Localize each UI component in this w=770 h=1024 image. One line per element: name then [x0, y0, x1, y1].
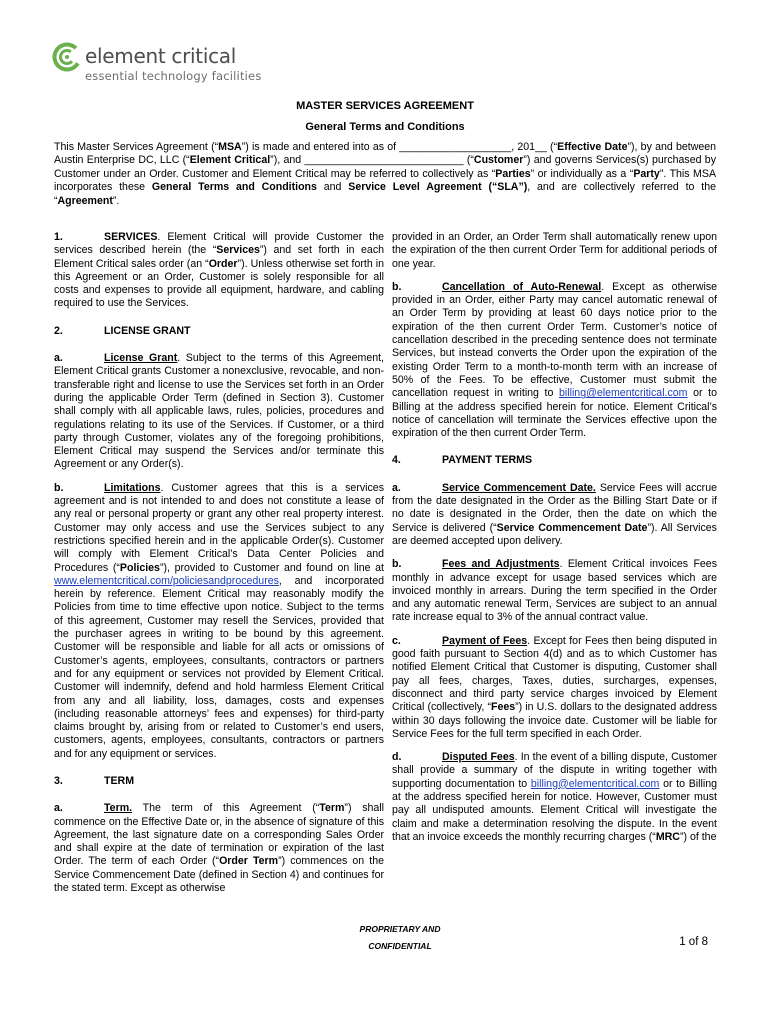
section-4c-payment-of-fees: c. Payment of Fees. Except for Fees then being disputed in good faith pursuant to Section 4(d) and as to which Customer has notified Element Critical that Customer is disputing, Customer shall pay all fees, charges, Taxes, duties, surcharges, expenses, disconnect and third party service charges invoiced by Element Critical (collectively, “Fees”) in U.S. dollars to the designated address within 30 days following the invoice date. Customer will be liable for Service Fees for the full term specified in each Order. [392, 634, 717, 740]
document-subtitle: General Terms and Conditions [305, 121, 465, 133]
right-column [392, 231, 717, 854]
section-4a-service-commencement: a. Service Commencement Date. Service Fees will accrue from the date designated in the Order as the Billing Start Date or if no date is designated in the Order, then the date on which the Service is delivered (“Service Commencement Date”). All Services are deemed accepted upon delivery. [392, 481, 717, 547]
page-number: 1 of 8 [679, 936, 708, 948]
section-3-heading: 3. TERM [54, 774, 135, 787]
section-3a-term-continued: provided in an Order, an Order Term shall automatically renew upon the expiration of the then current Order Term for additional periods of one year. [392, 231, 717, 270]
section-3b-cancellation: b. Cancellation of Auto-Renewal. Except as otherwise provided in an Order, either Party may cancel automatic renewal of an Order Term by providing at least 60 days notice prior to the expiration of the then current Order Term. Customer’s notice of cancellation described in the preceding sentence does not terminate Services, but instead converts the Order upon the expiration of the existing Order Term to a month-to-month term with an increase of 50% of the Fees. To be effective, Customer must submit the cancellation request in writing to billing@elementcritical.com or to Billing at the address specified herein for notice. Element Critical’s notice of cancellation will terminate the Services effective upon the expiration of the then current Order Term. [392, 280, 718, 440]
section-2b-limitations: b. Limitations. Customer agrees that this is a services agreement and is not intended to and does not constitute a lease of any real or personal property or grant any other real property interest. Customer may only access and use the Services subject to any restrictions specified herein and in the applicable Order(s). Customer will comply with Element Critical’s Data Center Policies and Procedures (“Policies”), provided to Customer and found on line at www.elementcritical.com/policiesandprocedures, and incorporated herein by reference. Element Critical may reasonably modify the Policies from time to time effective upon notice. Subject to the terms of this agreement, Customer may resell the Services, provided that the purchaser agrees in writing to be bound by this agreement. Customer will be responsible and liable for all acts or omissions of Customer’s agents, employees, consultants, contractors or partners and for any equipment or services not provided by Element Critical. Customer will indemnify, defend and hold harmless Element Critical from any and all liability, loss, damages, costs and expenses (including reasonable attorneys’ fees and expenses) for third-party claims brought by, arising from or related to Customer’s end users, customers, agents, employees, consultants, contractors or partners and for any equipment or services. [54, 481, 384, 760]
confidential-footer: PROPRIETARY AND CONFIDENTIAL [359, 924, 441, 951]
element-critical-logo-icon [52, 42, 82, 72]
section-4b-fees-adjustments: b. Fees and Adjustments. Element Critical invoices Fees monthly in advance except for usage based services which are invoiced monthly in arrears. During the term specified in the Order and any automatic renewal Term, Services are subject to an annual rate increase equal to 3% of the annual contract value. [392, 558, 717, 624]
section-4d-disputed-fees: d. Disputed Fees. In the event of a billing dispute, Customer shall provide a summary of the dispute in writing together with supporting documentation to billing@elementcritical.com or to Billing at the address specified herein for notice. However, Customer must pay all undisputed amounts. Element Critical will investigate the claim and make a determination resolving the dispute. In the event that an invoice exceeds the monthly recurring charges (“MRC”) of the [392, 751, 717, 843]
section-4-heading: 4. PAYMENT TERMS [392, 454, 533, 467]
billing-email-link[interactable]: billing@elementcritical.com [559, 387, 688, 400]
intro-paragraph: This Master Services Agreement (“MSA”) is made and entered into as of ___________________, 201__ (“Effective Date”), by and between Austin Enterprise DC, LLC (“Element Critical”), and ___________________________ (“Customer”) and governs Services(s) purchased by Customer under an Order. Customer and Element Critical may be referred to collectively as “Parties” or individually as a “Party”. This MSA incorporates these General Terms and Conditions and Service Level Agreement (“SLA”), and are collectively referred to the “Agreement”. [54, 141, 717, 207]
section-2a-license-grant: a. License Grant. Subject to the terms of this Agreement, Element Critical grants Customer a nonexclusive, revocable, and non-transferable right and license to use the Services set forth in an Order during the applicable Order Term (defined in Section 3). Customer shall comply with all applicable laws, rules, policies, procedures and regulations relating to its use of the Services. If Customer, or a third party through Customer, violates any of the foregoing prohibitions, Element Critical may suspend the Services and/or terminate this Agreement or any Order(s). [54, 352, 384, 471]
policies-link[interactable]: www.elementcritical.com/policiesandprocedures [54, 574, 279, 587]
left-column [54, 231, 384, 905]
document-title: MASTER SERVICES AGREEMENT [296, 100, 474, 112]
section-2-heading: 2. LICENSE GRANT [54, 324, 191, 337]
billing-email-link-2[interactable]: billing@elementcritical.com [530, 777, 660, 790]
company-logo [52, 42, 292, 86]
logo-tagline: essential technology facilities [85, 69, 262, 83]
section-3a-term: a. Term. The term of this Agreement (“Term”) shall commence on the Effective Date or, in the absence of signature of this Agreement, the last signature date on a corresponding Sales Order and shall expire at the date of termination or expiration of the last Order. The term of each Order (“Order Term”) commences on the Service Commencement Date (defined in Section 4) and continues for the stated term. Except as otherwise [54, 802, 384, 895]
logo-wordmark: element critical [85, 44, 237, 68]
section-1-services: 1. SERVICES. Element Critical will provide Customer the services described herein (the “Services”) and set forth in each Element Critical sales order (an “Order”). Unless otherwise set forth in this Agreement or an Order, Customer is solely responsible for all costs and expenses to provide all equipment, hardware, and cabling required to use the Services. [54, 231, 385, 310]
